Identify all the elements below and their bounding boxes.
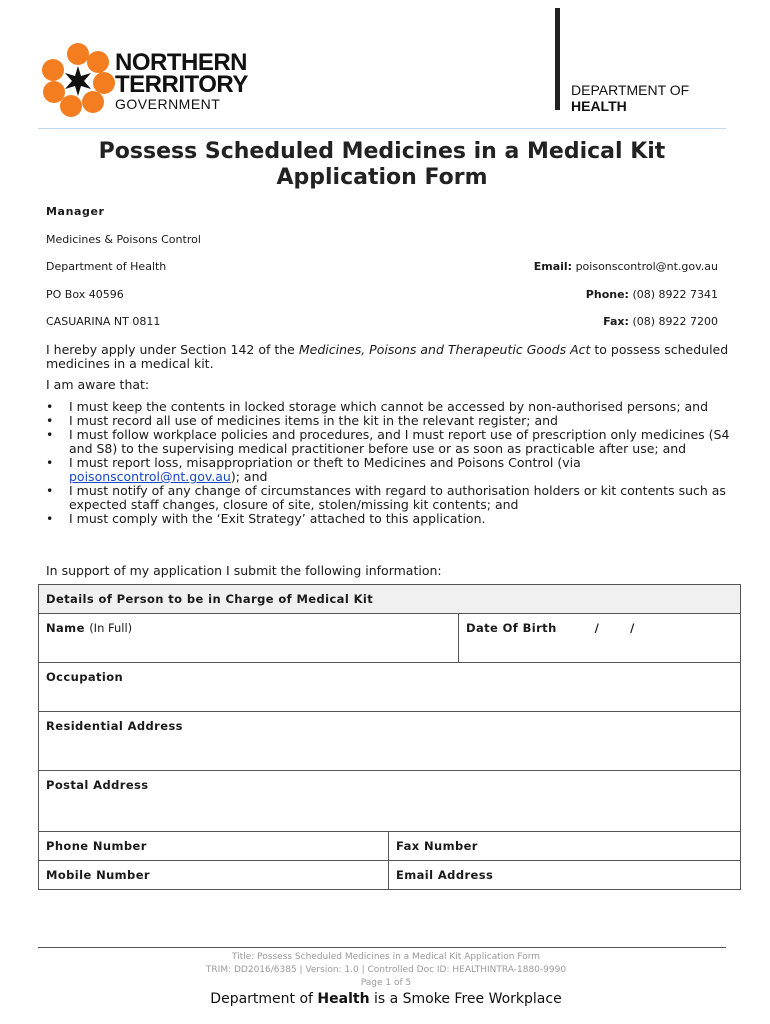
fax-value: (08) 8922 7200 [632, 315, 718, 328]
dob-label: Date Of Birth [466, 621, 557, 635]
address-line-2: Department of Health [46, 260, 167, 273]
support-text: In support of my application I submit the following information: [46, 563, 442, 578]
list-item: • I must record all use of medicines items in the kit in the relevant register; and [46, 414, 736, 428]
dob-separators: / / [594, 621, 635, 635]
contact-fax [603, 315, 718, 328]
list-item: • I must notify of any change of circumstances with regard to authorisation holders or kit contents such as expected staff changes, closure of site, stolen/missing kit contents; and [46, 484, 736, 512]
bullet4-pre: I must report loss, misappropriation or theft to Medicines and Poisons Control (via [69, 455, 581, 470]
dept-line-1: DEPARTMENT OF [571, 82, 690, 98]
address-line-3: PO Box 40596 [46, 288, 124, 301]
page-title [38, 139, 726, 191]
nt-flower-icon [38, 40, 118, 120]
bullet4-post: ); and [230, 469, 268, 484]
phone-number-field[interactable]: Phone Number [39, 832, 389, 861]
header-divider-bar [555, 8, 560, 110]
dob-field[interactable] [459, 614, 741, 663]
name-hint: (In Full) [89, 621, 133, 635]
fax-number-field[interactable]: Fax Number [389, 832, 741, 861]
fax-label: Fax: [603, 315, 629, 328]
contact-phone [586, 288, 718, 301]
aware-text: I am aware that: [46, 377, 150, 392]
intro-post: to possess scheduled medicines in a medical kit. [46, 342, 729, 371]
residential-address-field[interactable]: Residential Address [39, 712, 741, 771]
email-address-field[interactable]: Email Address [389, 861, 741, 890]
footer-title: Title: Possess Scheduled Medicines in a Medical Kit Application Form [231, 952, 541, 962]
logo-line-territory: TERRITORY [115, 71, 248, 98]
footer-trim: TRIM: DD2016/6385 | Version: 1.0 | Controlled Doc ID: HEALTHINTRA-1880-9990 [205, 965, 567, 975]
logo-line-government: GOVERNMENT [115, 96, 221, 112]
footer-page-number: Page 1 of 5 [360, 978, 412, 988]
intro-paragraph [46, 343, 736, 371]
intro-act: Medicines, Poisons and Therapeutic Goods Act [298, 342, 591, 357]
email-label: Email: [533, 260, 573, 273]
occupation-field[interactable]: Occupation [39, 663, 741, 712]
address-line-1: Medicines & Poisons Control [46, 233, 201, 246]
footer-main-pre: Department of [210, 991, 318, 1007]
list-item: • I must follow workplace policies and procedures, and I must report use of prescription only medicines (S4 and S8) to the supervising medical practitioner before use or as soon as practicable after use; and [46, 428, 736, 456]
form-section-header: Details of Person to be in Charge of Medical Kit [39, 585, 741, 614]
footer-main-post: is a Smoke Free Workplace [369, 991, 562, 1007]
person-details-form [38, 584, 741, 890]
name-field[interactable] [39, 614, 459, 663]
poisons-email-link[interactable]: poisonscontrol@nt.gov.au [69, 469, 231, 484]
title-line-1: Possess Scheduled Medicines in a Medical Kit [98, 139, 666, 164]
logo-line-northern: NORTHERN [115, 49, 247, 76]
list-item: • I must keep the contents in locked storage which cannot be accessed by non-authorised persons; and [46, 400, 736, 414]
intro-pre: I hereby apply under Section 142 of the [46, 342, 299, 357]
mobile-number-field[interactable]: Mobile Number [39, 861, 389, 890]
header-rule [38, 128, 726, 129]
postal-address-field[interactable]: Postal Address [39, 771, 741, 832]
phone-value: (08) 8922 7341 [632, 288, 718, 301]
email-value: poisonscontrol@nt.gov.au [575, 260, 718, 273]
address-manager: Manager [46, 205, 105, 218]
phone-label: Phone: [585, 288, 629, 301]
dept-line-2: HEALTH [571, 98, 627, 114]
obligations-list [46, 400, 736, 526]
footer-smoke-free [38, 991, 734, 1007]
logo-wordmark [115, 49, 248, 112]
department-label [571, 82, 689, 114]
title-line-2: Application Form [276, 165, 488, 190]
name-label: Name [46, 621, 85, 635]
list-item: • I must comply with the ‘Exit Strategy’ attached to this application. [46, 512, 736, 526]
footer-rule [38, 947, 726, 948]
footer-main-bold: Health [317, 991, 370, 1007]
contact-email [534, 260, 718, 273]
list-item [46, 456, 736, 484]
address-line-4: CASUARINA NT 0811 [46, 315, 161, 328]
